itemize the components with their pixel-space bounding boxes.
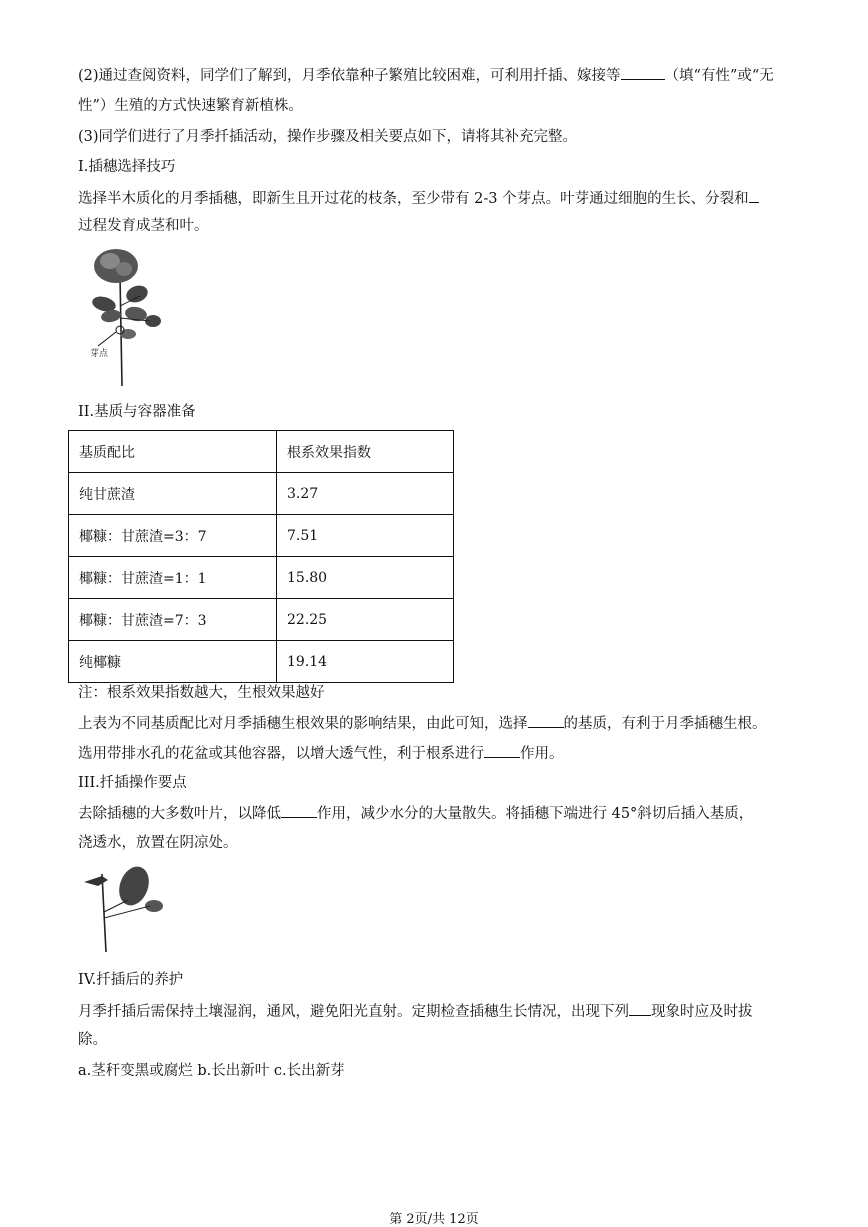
q2-text-b: （填“有性”或“无	[664, 68, 774, 84]
section-2-title: II.基质与容器准备	[78, 404, 196, 420]
q2-line-2: 性”）生殖的方式快速繁育新植株。	[78, 98, 303, 114]
section-1-title: I.插穗选择技巧	[78, 159, 176, 175]
rose-cutting-drawing	[80, 246, 170, 391]
table-cell: 椰糠：甘蔗渣=3：7	[69, 515, 277, 557]
trimmed-cutting-figure	[80, 862, 170, 954]
q2-line-1	[78, 65, 774, 86]
section-2-blank-1[interactable]	[528, 713, 564, 728]
table-header-cell: 根系效果指数	[277, 431, 454, 473]
section-4-line-1	[78, 1001, 753, 1022]
table-cell: 纯椰糠	[69, 641, 277, 683]
section-2-para-2	[78, 743, 564, 764]
q2-text-a: (2)通过查阅资料，同学们了解到，月季依靠种子繁殖比较困难，可利用扦插、嫁接等	[78, 68, 621, 84]
table-cell: 纯甘蔗渣	[69, 473, 277, 515]
section-2-para-1	[78, 713, 767, 734]
table-row	[69, 641, 454, 683]
section-2-text-b: 的基质，有利于月季插穗生根。	[563, 716, 767, 732]
section-2-text-c: 选用带排水孔的花盆或其他容器，以增大透气性，利于根系进行	[78, 746, 484, 762]
page-footer: 第 2页/共 12页	[389, 1212, 479, 1227]
q3-intro: (3)同学们进行了月季扦插活动，操作步骤及相关要点如下，请将其补充完整。	[78, 129, 578, 145]
section-2-text-a: 上表为不同基质配比对月季插穗生根效果的影响结果，由此可知，选择	[78, 716, 528, 732]
table-row	[69, 515, 454, 557]
section-3-title: III.扦插操作要点	[78, 775, 187, 791]
table-row	[69, 557, 454, 599]
section-3-blank[interactable]	[281, 803, 317, 818]
section-2-text-d: 作用。	[520, 746, 564, 762]
section-1-blank[interactable]	[749, 188, 759, 203]
table-header-cell: 基质配比	[69, 431, 277, 473]
table-cell: 15.80	[277, 557, 454, 599]
section-4-title: IV.扦插后的养护	[78, 972, 184, 988]
section-4-text-a: 月季扦插后需保持土壤湿润，通风，避免阳光直射。定期检查插穗生长情况，出现下列	[78, 1004, 629, 1020]
section-1-line-1	[78, 188, 759, 209]
table-cell: 19.14	[277, 641, 454, 683]
table-note: 注：根系效果指数越大，生根效果越好	[78, 685, 325, 701]
table-header-row	[69, 431, 454, 473]
section-4-text-b: 现象时应及时拔	[651, 1004, 753, 1020]
substrate-table	[68, 430, 454, 683]
table-cell: 椰糠：甘蔗渣=7：3	[69, 599, 277, 641]
section-1-text: 选择半木质化的月季插穗，即新生且开过花的枝条，至少带有 2-3 个芽点。叶芽通过细胞的生长、分裂和	[78, 191, 749, 207]
answer-options: a.茎秆变黑或腐烂 b.长出新叶 c.长出新芽	[78, 1063, 345, 1079]
section-2-blank-2[interactable]	[484, 743, 520, 758]
table-cell: 7.51	[277, 515, 454, 557]
table-cell: 3.27	[277, 473, 454, 515]
section-3-text-b: 作用，减少水分的大量散失。将插穗下端进行 45°斜切后插入基质，	[317, 806, 754, 822]
q2-blank[interactable]	[621, 65, 665, 80]
table-row	[69, 599, 454, 641]
section-3-text-a: 去除插穗的大多数叶片，以降低	[78, 806, 281, 822]
section-1-line-2: 过程发育成茎和叶。	[78, 218, 209, 234]
trimmed-cutting-drawing	[80, 862, 170, 954]
table-cell: 22.25	[277, 599, 454, 641]
section-4-blank[interactable]	[629, 1001, 651, 1016]
section-3-line-1	[78, 803, 753, 824]
section-4-line-2: 除。	[78, 1032, 107, 1048]
section-3-line-2: 浇透水，放置在阴凉处。	[78, 835, 238, 851]
bud-point-label: 芽点	[90, 349, 109, 359]
rose-cutting-figure	[80, 246, 170, 391]
table-row	[69, 473, 454, 515]
table-cell: 椰糠：甘蔗渣=1：1	[69, 557, 277, 599]
